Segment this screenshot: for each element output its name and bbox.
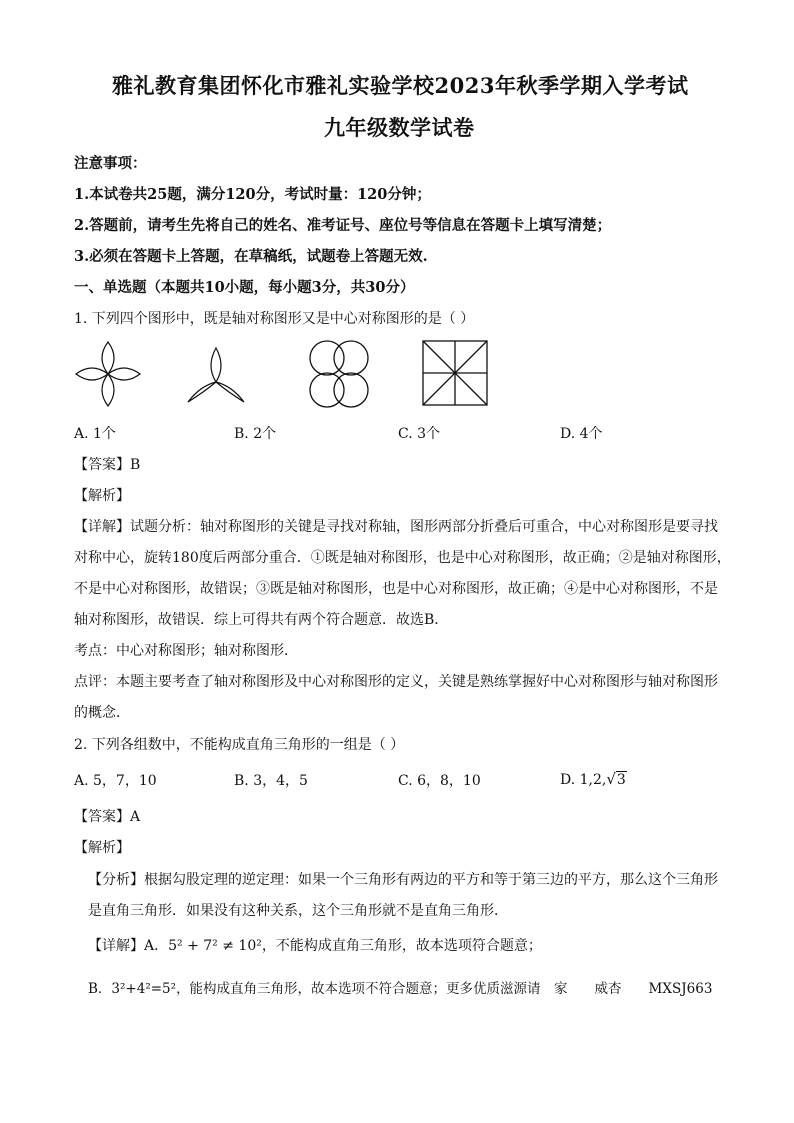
q2-detail-a-prefix: 【详解】A． bbox=[88, 938, 169, 954]
exam-title-line2: 九年级数学试卷 bbox=[324, 115, 475, 140]
q2-fenxi-line-1: 【分析】根据勾股定理的逆定理：如果一个三角形有两边的平方和等于第三边的平方，那么这个三角形 bbox=[88, 872, 718, 888]
q1-stem: 1. 下列四个图形中，既是轴对称图形又是中心对称图形的是（ ） bbox=[74, 311, 475, 327]
q2-option-d bbox=[560, 770, 627, 788]
pinwheel-icon bbox=[420, 338, 490, 408]
q1-detail-line-2: 对称中心，旋转180度后两部分重合．①既是轴对称图形，也是中心对称图形，故正确；②是轴对称图形， bbox=[74, 550, 731, 566]
notice-heading: 注意事项： bbox=[74, 155, 147, 172]
q2-option-c: C. 6，8，10 bbox=[398, 773, 481, 789]
q1-detail-line-3: 不是中心对称图形，故错误；③既是轴对称图形，也是中心对称图形，故正确；④是中心对称图形，不是 bbox=[74, 581, 718, 597]
q1-detail-line-4: 轴对称图形，故错误．综上可得共有两个符合题意．故选B． bbox=[74, 612, 449, 628]
sqrt-symbol: √ bbox=[606, 770, 616, 788]
four-petal-icon bbox=[72, 338, 144, 410]
q1-option-c: C. 3个 bbox=[398, 426, 441, 442]
q2-answer: 【答案】A bbox=[74, 809, 141, 825]
q1-answer: 【答案】B bbox=[74, 457, 141, 473]
q2-detail-b-suffix: ，能构成直角三角形，故本选项不符合题意；更多优质滋源请 家 威杏 MXSJ663 bbox=[176, 981, 713, 997]
q2-option-b: B. 3，4，5 bbox=[234, 773, 308, 789]
q1-comment-line-2: 的概念． bbox=[74, 705, 130, 721]
notice-item-1: 1.本试卷共25题，满分120分，考试时量：120分钟； bbox=[74, 186, 431, 203]
exam-title-line1: 雅礼教育集团怀化市雅礼实验学校2023年秋季学期入学考试 bbox=[112, 73, 689, 98]
q2-detail-a-suffix: ，不能构成直角三角形，故本选项符合题意； bbox=[261, 938, 542, 954]
q1-option-a: A. 1个 bbox=[74, 426, 116, 442]
q2-detail-b bbox=[88, 977, 712, 997]
q2-analysis-label: 【解析】 bbox=[74, 840, 130, 856]
q2-detail-a-formula: 5² + 7² ≠ 10² bbox=[168, 938, 262, 954]
q1-comment-line-1: 点评：本题主要考查了轴对称图形及中心对称图形的定义，关键是熟练掌握好中心对称图形与轴对称图形 bbox=[74, 674, 718, 690]
q2-option-d-radicand: 3 bbox=[616, 772, 626, 788]
notice-item-3: 3.必须在答题卡上答题，在草稿纸，试题卷上答题无效. bbox=[74, 248, 428, 265]
notice-item-2: 2.答题前，请考生先将自己的姓名、准考证号、座位号等信息在答题卡上填写清楚； bbox=[74, 217, 612, 234]
q2-detail-b-formula: 3²+4²=5² bbox=[111, 981, 177, 997]
q1-analysis-label: 【解析】 bbox=[74, 488, 130, 504]
q2-stem: 2. 下列各组数中，不能构成直角三角形的一组是（ ） bbox=[74, 737, 405, 753]
q1-kaodian: 考点：中心对称图形；轴对称图形． bbox=[74, 643, 298, 659]
q1-option-d: D. 4个 bbox=[560, 426, 603, 442]
three-petal-icon bbox=[184, 342, 248, 408]
section1-heading: 一、单选题（本题共10小题，每小题3分，共30分） bbox=[74, 279, 415, 296]
q2-option-a: A. 5，7，10 bbox=[74, 773, 157, 789]
q2-fenxi-line-2: 是直角三角形．如果没有这种关系，这个三角形就不是直角三角形． bbox=[88, 903, 508, 919]
q1-option-b: B. 2个 bbox=[234, 426, 277, 442]
four-circle-icon bbox=[302, 337, 376, 411]
q1-detail-line-1: 【详解】试题分析：轴对称图形的关键是寻找对称轴，图形两部分折叠后可重合，中心对称图形是要寻找 bbox=[74, 519, 718, 535]
q2-detail-b-prefix: B． bbox=[88, 981, 112, 997]
q2-detail-a bbox=[88, 935, 542, 955]
q2-option-d-prefix: D. 1,2, bbox=[560, 772, 607, 788]
